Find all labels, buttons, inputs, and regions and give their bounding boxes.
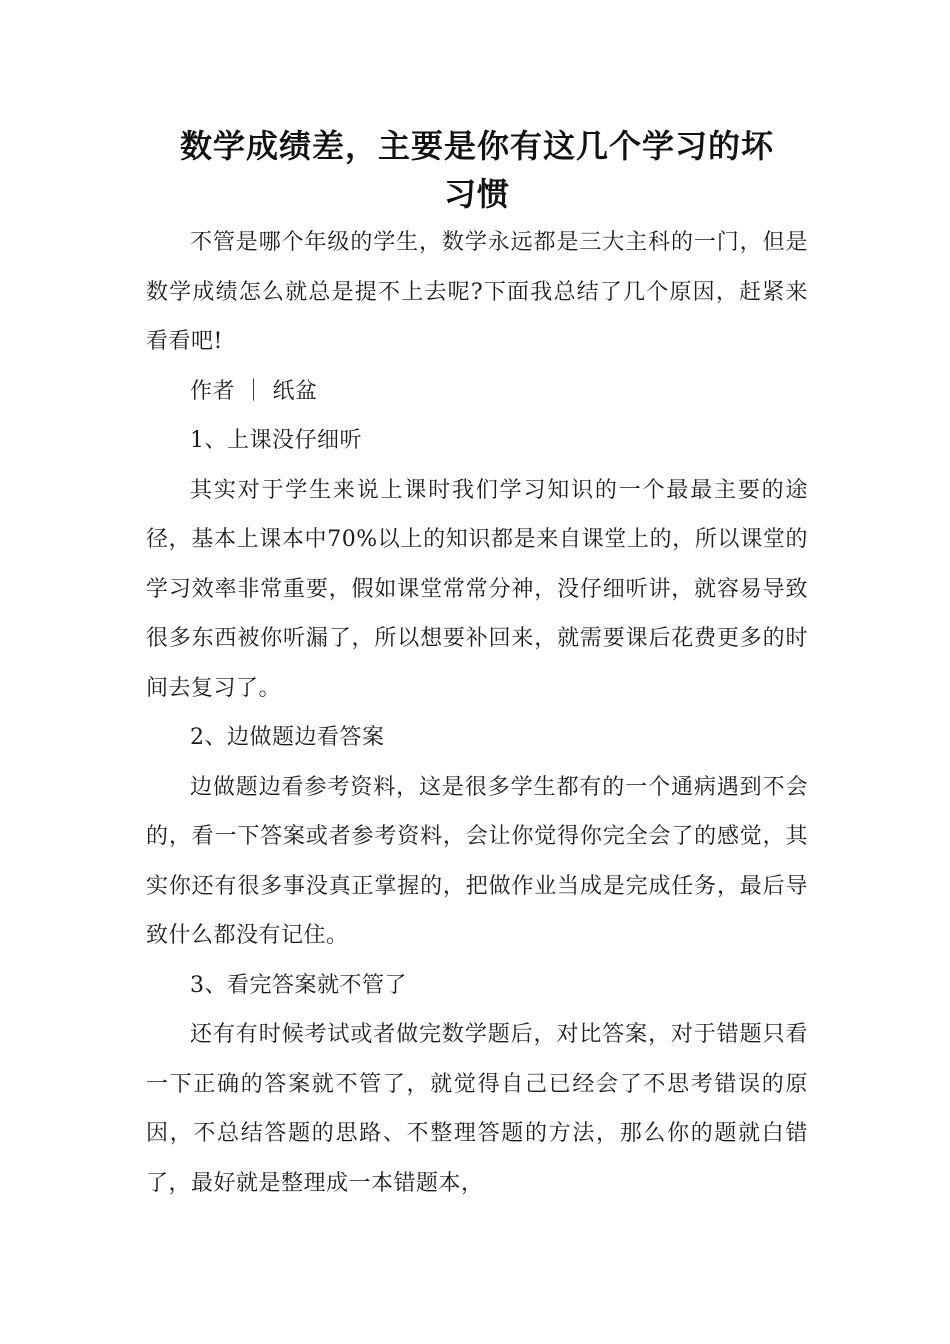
author-line: 作者 ｜ 纸盆 xyxy=(190,378,318,404)
section-heading-2: 2、边做题边看答案 xyxy=(190,725,385,750)
title-line-2: 习惯 xyxy=(443,175,510,213)
intro-paragraph: 不管是哪个年级的学生，数学永远都是三大主科的一门，但是数学成绩怎么就总是提不上去呢?下面我总结了几个原因，赶紧来看看吧! xyxy=(146,230,808,354)
section-paragraph-3: 还有有时候考试或者做完数学题后，对比答案，对于错题只看一下正确的答案就不管了，就觉得自己已经会了不思考错误的原因，不总结答题的思路、不整理答题的方法，那么你的题就白错了，最好就是整理成一本错题本， xyxy=(146,1022,808,1196)
section-heading-1: 1、上课没仔细听 xyxy=(190,428,362,453)
section-paragraph-2: 边做题边看参考资料，这是很多学生都有的一个通病遇到不会的，看一下答案或者参考资料，会让你觉得你完全会了的感觉，其实你还有很多事没真正掌握的，把做作业当成是完成任务，最后导致什么都没有记住。 xyxy=(146,774,808,948)
page-title xyxy=(146,122,808,218)
section-heading-3: 3、看完答案就不管了 xyxy=(190,972,407,998)
document-body xyxy=(146,122,808,1208)
section-paragraph-1: 其实对于学生来说上课时我们学习知识的一个最最主要的途径，基本上课本中70%以上的知识都是来自课堂上的，所以课堂的学习效率非常重要，假如课堂常常分神，没仔细听讲，就容易导致很多东西被你听漏了，所以想要补回来，就需要课后花费更多的时间去复习了。 xyxy=(146,477,808,701)
title-line-1: 数学成绩差，主要是你有这几个学习的坏 xyxy=(179,127,774,165)
